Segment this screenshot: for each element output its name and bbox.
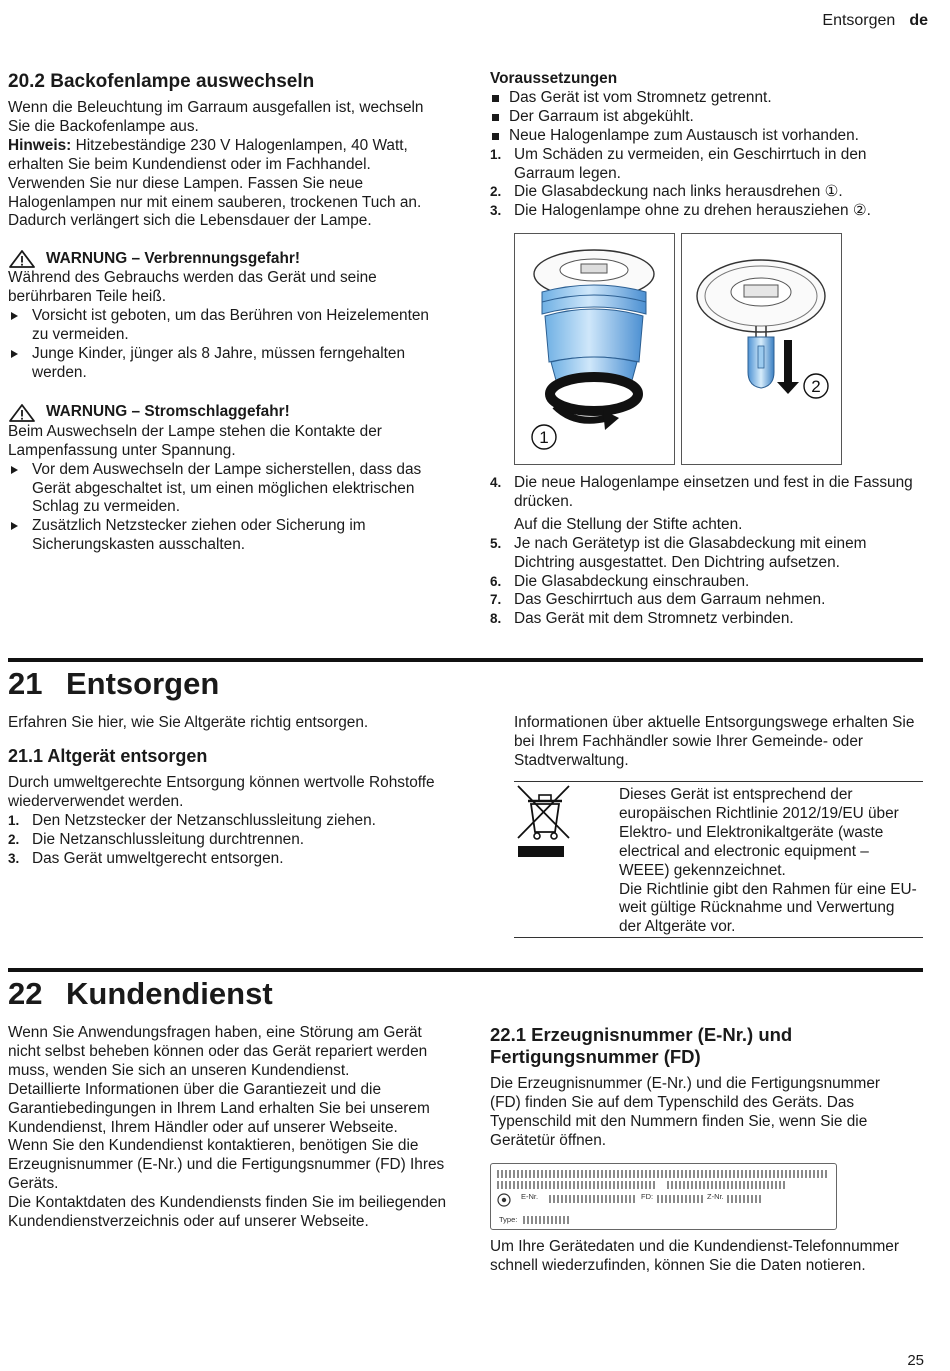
weee-symbol <box>514 784 606 864</box>
warning-burn-list <box>8 307 448 383</box>
list-item: 7. Das Geschirrtuch aus dem Garraum nehmen. <box>490 591 826 609</box>
warning-burn <box>8 249 448 382</box>
section-divider <box>8 968 923 972</box>
warning-burn-text: Während des Gebrauchs werden das Gerät und seine berührbaren Teile heiß. <box>8 269 377 306</box>
figure-label-1: 1 <box>539 428 549 447</box>
list-item: Junge Kinder, jünger als 8 Jahre, müssen ferngehalten werden. <box>8 345 448 383</box>
hinweis-paragraph <box>8 137 448 232</box>
crossed-out-wheelie-bin-icon <box>514 784 606 864</box>
paragraph: Detaillierte Informationen über die Garantiezeit und die Garantiebedingungen in Ihrem Land erhalten Sie bei unserem Kundendienst, Ihrem Händler oder auf unserer Webseite. <box>8 1080 430 1136</box>
list-item: Das Gerät ist vom Stromnetz getrennt. <box>490 89 930 108</box>
list-item: 5. Je nach Gerätetyp ist die Glasabdeckung mit einem Dichtring ausgestattet. Den Dichtring aufsetzen. <box>490 534 867 571</box>
list-item: 1. Den Netzstecker der Netzanschlussleitung ziehen. <box>8 811 376 829</box>
hinweis-text: Hitzebeständige 230 V Halogenlampen, 40 Watt, erhalten Sie beim Kundendienst oder im Fachhandel. Verwenden Sie nur diese Lampen. Fassen Sie neue Halogenlampen nur mit einem sauberen, trockenen Tuch an. Dadurch verlängert sich die Lebensdauer der Lampe. <box>8 136 422 230</box>
warning-triangle-icon <box>8 249 36 269</box>
list-item: 2. Die Glasabdeckung nach links herausdrehen ①. <box>490 183 843 201</box>
closing-note-block <box>490 1238 910 1276</box>
list-item: 3. Die Halogenlampe ohne zu drehen herausziehen ②. <box>490 202 871 220</box>
section-21-intro: Erfahren Sie hier, wie Sie Altgeräte richtig entsorgen. <box>8 714 369 731</box>
hinweis-label: Hinweis: <box>8 136 72 154</box>
list-item: Der Garraum ist abgekühlt. <box>490 108 930 127</box>
paragraph: Wenn Sie den Kundendienst kontaktieren, benötigen Sie die Erzeugnisnummer (E-Nr.) und die Fertigungsnummer (FD) Ihres Geräts. <box>8 1137 445 1193</box>
closing-note: Um Ihre Gerätedaten und die Kundendienst-Telefonnummer schnell wiederzufinden, können Sie die Daten notieren. <box>490 1238 899 1274</box>
steps-list-b <box>490 474 930 629</box>
disposal-steps <box>8 812 448 869</box>
weee-text: Dieses Gerät ist entsprechend der europäischen Richtlinie 2012/19/EU über Elektro- und Elektronikaltgeräte (waste electrical and electronic equipment – WEEE) gekennzeichnet. <box>619 786 899 879</box>
rating-plate-bars <box>657 1195 705 1203</box>
prereq-list <box>490 89 930 146</box>
glass-cover-illustration <box>515 234 674 464</box>
type-label: Type: <box>499 1215 518 1224</box>
recycle-symbol-icon <box>497 1193 511 1207</box>
list-item: Vorsicht ist geboten, um das Berühren von Heizelementen zu vermeiden. <box>8 307 448 345</box>
section-22-right <box>490 1024 910 1151</box>
section-20-2-right <box>490 70 930 221</box>
section-divider <box>8 658 923 662</box>
figure-remove-glass-cover <box>514 233 675 465</box>
weee-top-rule <box>514 781 923 782</box>
header-section-title: Entsorgen <box>822 12 896 29</box>
warning-burn-title: WARNUNG – Verbrennungsgefahr! <box>46 249 300 267</box>
section-21-1-intro: Durch umweltgerechte Entsorgung können wertvolle Rohstoffe wiederverwendet werden. <box>8 773 435 810</box>
halogen-lamp-illustration <box>682 234 841 464</box>
list-item: 2. Die Netzanschlussleitung durchtrennen. <box>8 830 305 848</box>
enr-label: E-Nr. <box>521 1192 539 1201</box>
step-note: Auf die Stellung der Stifte achten. <box>514 515 743 533</box>
list-item: 8. Das Gerät mit dem Stromnetz verbinden. <box>490 610 794 628</box>
figure-pull-halogen-lamp <box>681 233 842 465</box>
warning-triangle-icon <box>8 403 36 423</box>
page-number: 25 <box>907 1352 924 1369</box>
fd-label: FD: <box>641 1192 654 1201</box>
section-22-1-text: Die Erzeugnisnummer (E-Nr.) und die Fertigungsnummer (FD) finden Sie auf dem Typenschild des Geräts. Das Typenschild mit den Nummern finden Sie, wenn Sie die Gerätetür öffnen. <box>490 1075 881 1149</box>
prereq-title: Voraussetzungen <box>490 70 618 87</box>
section-21-right <box>514 714 924 771</box>
list-item: 6. Die Glasabdeckung einschrauben. <box>490 572 750 590</box>
disposal-info: Informationen über aktuelle Entsorgungswege erhalten Sie bei Ihrem Fachhändler sowie Ihrer Gemeinde- oder Stadtverwaltung. <box>514 714 915 769</box>
section-21-1-title: 21.1 Altgerät entsorgen <box>8 745 208 766</box>
warning-shock-list <box>8 461 448 556</box>
section-20-2-title: 20.2 Backofenlampe auswechseln <box>8 71 315 92</box>
warning-shock <box>8 403 448 555</box>
section-20-2-intro: Wenn die Beleuchtung im Garraum ausgefallen ist, wechseln Sie die Backofenlampe aus. <box>8 99 424 135</box>
list-item: 1. Um Schäden zu vermeiden, ein Geschirrtuch in den Garraum legen. <box>490 145 867 182</box>
list-item: Neue Halogenlampe zum Austausch ist vorhanden. <box>490 127 930 146</box>
weee-text-2: Die Richtlinie gibt den Rahmen für eine EU-weit gültige Rücknahme und Verwertung der Altgeräte vor. <box>619 880 917 936</box>
section-22-left <box>8 1024 448 1232</box>
rating-plate <box>490 1163 837 1230</box>
figure-label-2: 2 <box>811 377 821 396</box>
weee-text-block <box>619 786 919 937</box>
steps-list-a <box>490 146 930 222</box>
list-item: 4. Die neue Halogenlampe einsetzen und fest in die Fassung drücken. Auf die Stellung der Stifte achten. <box>490 474 930 535</box>
paragraph: Die Kontaktdaten des Kundendiensts finden Sie im beiliegenden Kundendienstverzeichnis oder auf unserer Webseite. <box>8 1194 447 1231</box>
rating-plate-bars <box>727 1195 763 1203</box>
rating-plate-bars <box>549 1195 635 1203</box>
list-item: Zusätzlich Netzstecker ziehen oder Sicherung im Sicherungskasten ausschalten. <box>8 517 448 555</box>
rating-plate-bars <box>497 1170 827 1178</box>
header-language: de <box>909 12 928 29</box>
weee-bottom-rule <box>514 937 923 938</box>
rating-plate-bars <box>497 1181 657 1189</box>
warning-shock-title: WARNUNG – Stromschlaggefahr! <box>46 403 290 421</box>
znr-label: Z-Nr. <box>707 1192 724 1201</box>
rating-plate-bars <box>523 1216 569 1224</box>
section-22-1-title: 22.1 Erzeugnisnummer (E-Nr.) und Fertigungsnummer (FD) <box>490 1024 793 1067</box>
rating-plate-bars <box>667 1181 787 1189</box>
running-header <box>822 12 928 31</box>
list-item: Vor dem Auswechseln der Lampe sicherstellen, dass das Gerät abgeschaltet ist, um einen möglichen elektrischen Schlag zu vermeiden. <box>8 461 448 518</box>
section-20-2-left <box>8 70 448 555</box>
list-item: 3. Das Gerät umweltgerecht entsorgen. <box>8 849 284 867</box>
paragraph: Wenn Sie Anwendungsfragen haben, eine Störung am Gerät nicht selbst beheben können oder das Gerät repariert werden muss, wenden Sie sich an unseren Kundendienst. <box>8 1024 428 1079</box>
section-22-title: 22 Kundendienst <box>8 976 273 1011</box>
section-21-left <box>8 714 448 868</box>
warning-shock-text: Beim Auswechseln der Lampe stehen die Kontakte der Lampenfassung unter Spannung. <box>8 422 382 459</box>
section-21-title: 21 Entsorgen <box>8 666 220 701</box>
